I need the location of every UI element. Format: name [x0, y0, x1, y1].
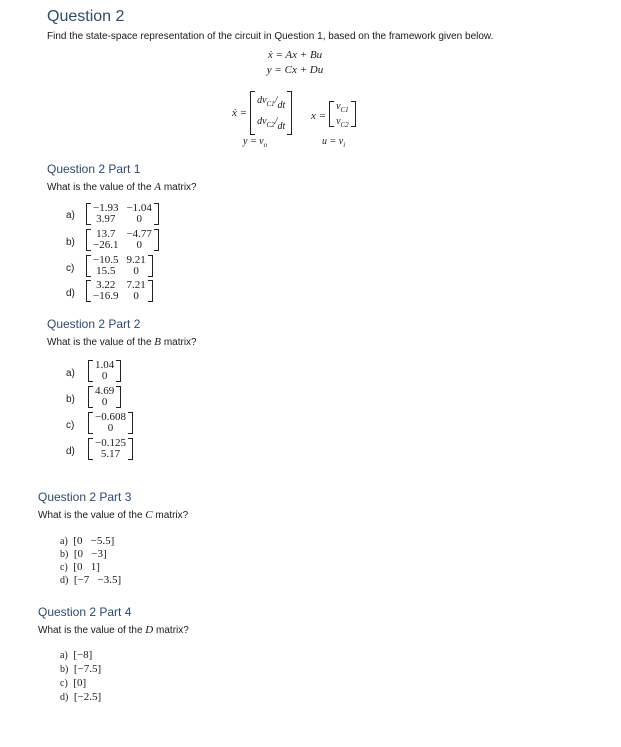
part1-q-pre: What is the value of the — [47, 182, 152, 193]
part1-heading: Question 2 Part 1 — [47, 162, 141, 176]
matrix-entry: −7.5 — [77, 663, 98, 675]
part1-option-a-label[interactable]: a) — [66, 210, 75, 221]
part2-q-post: matrix? — [163, 337, 197, 348]
y-def-sub: o — [263, 141, 268, 149]
bracket-right — [116, 360, 121, 382]
matrix-entry: 0 — [76, 561, 83, 573]
xdot-top-entry: $dv_{C1}/dt$ — [257, 95, 286, 111]
matrix-entry: −0.125 — [95, 437, 126, 449]
xdot-bottom-dv: dv — [257, 116, 267, 127]
x-top-v: v — [336, 101, 341, 112]
part1-q-sym: A — [154, 181, 162, 193]
matrix-entry: −10.5 — [93, 254, 119, 266]
matrix-entry: −4.77 — [126, 228, 152, 240]
matrix-entry: 0 — [76, 677, 83, 689]
matrix-entry: −3 — [91, 548, 103, 560]
matrix-entry: 0 — [107, 422, 114, 434]
option-label: d) — [60, 692, 69, 703]
matrix-entry: 3.22 — [96, 279, 116, 291]
part1-option-b-matrix[interactable] — [86, 229, 159, 251]
part2-heading: Question 2 Part 2 — [47, 317, 141, 331]
part2-question — [47, 336, 197, 348]
part2-q-pre: What is the value of the — [47, 337, 152, 348]
page-title: Question 2 — [47, 8, 125, 25]
matrix-entry: −2.5 — [77, 691, 98, 703]
part2-option-c-matrix[interactable] — [88, 412, 133, 434]
bracket-right — [116, 386, 121, 408]
option-label: a) — [60, 650, 68, 661]
part2-option-a-matrix[interactable] — [88, 360, 121, 382]
xdot-definition — [232, 91, 292, 135]
y-def-text: y = v — [243, 136, 264, 147]
part3-option-a[interactable]: a) [0 −5.5] — [60, 535, 115, 547]
xdot-top-sub: C1 — [266, 100, 275, 108]
bracket-right — [154, 203, 159, 225]
option-label: c) — [60, 562, 68, 573]
matrix-entry: 7.21 — [126, 279, 146, 291]
option-label: a) — [60, 536, 68, 547]
part2-option-a-label[interactable]: a) — [66, 368, 75, 379]
part2-option-d-label[interactable]: d) — [66, 446, 75, 457]
intro-text: Find the state-space representation of the circuit in Question 1, based on the framework given below. — [47, 31, 494, 42]
u-def-sub: i — [343, 141, 346, 149]
part4-q-sym: D — [145, 624, 154, 636]
x-label: x = — [311, 110, 327, 122]
xdot-bottom-sub: C2 — [266, 121, 275, 129]
x-bottom-entry — [336, 116, 349, 131]
matrix-entry: 0 — [77, 548, 84, 560]
part1-option-b-label[interactable]: b) — [66, 237, 75, 248]
bracket-right — [148, 255, 153, 277]
matrix-entry: 0 — [133, 290, 139, 302]
part3-question — [38, 509, 188, 521]
part2-option-d-matrix[interactable] — [88, 438, 133, 460]
xdot-right-bracket — [287, 91, 292, 135]
x-right-bracket — [351, 101, 356, 127]
part4-option-a[interactable]: a) [−8] — [60, 649, 93, 661]
matrix-entry: 1.04 — [95, 359, 115, 371]
part4-q-post: matrix? — [156, 625, 189, 636]
u-def-text: u = v — [322, 136, 344, 147]
option-label: d) — [60, 575, 69, 586]
x-definition — [311, 101, 356, 131]
x-bottom-sub: C2 — [340, 121, 349, 129]
x-top-entry — [336, 101, 349, 116]
bracket-right — [148, 280, 153, 302]
part4-option-b[interactable]: b) [−7.5] — [60, 663, 102, 675]
bracket-right — [154, 229, 159, 251]
x-top-sub: C1 — [340, 106, 349, 114]
xdot-label: ẋ = — [232, 107, 248, 119]
matrix-entry: −8 — [76, 649, 89, 661]
part1-option-d-matrix[interactable] — [86, 280, 153, 302]
matrix-entry: 4.69 — [95, 385, 115, 397]
matrix-entry: 9.21 — [126, 254, 146, 266]
part2-option-b-label[interactable]: b) — [66, 394, 75, 405]
matrix-entry: 0 — [136, 213, 142, 225]
xdot-bottom-entry: $dv_{C2}/dt$ — [257, 116, 286, 132]
option-label: b) — [60, 549, 69, 560]
matrix-entry: 1 — [90, 561, 97, 573]
matrix-entry: −1.93 — [93, 202, 119, 214]
part1-option-d-label[interactable]: d) — [66, 288, 75, 299]
part3-option-b[interactable]: b) [0 −3] — [60, 548, 107, 560]
matrix-entry: −7 — [77, 574, 90, 586]
matrix-entry: −26.1 — [93, 239, 119, 251]
u-definition — [322, 136, 345, 149]
part2-option-c-label[interactable]: c) — [66, 420, 75, 431]
matrix-entry: 5.17 — [100, 448, 121, 460]
part3-heading: Question 2 Part 3 — [38, 490, 132, 504]
part2-q-sym: B — [154, 336, 162, 348]
part2-option-b-matrix[interactable] — [88, 386, 121, 408]
matrix-entry: −1.04 — [126, 202, 152, 214]
part1-question — [47, 181, 197, 193]
matrix-entry: 0 — [101, 370, 108, 382]
xdot-top-dv: dv — [257, 95, 267, 106]
matrix-entry: −0.608 — [95, 411, 126, 423]
part4-question — [38, 624, 189, 636]
part1-q-post: matrix? — [163, 182, 197, 193]
part4-q-pre: What is the value of the — [38, 625, 143, 636]
state-equation: ẋ = Ax + Bu — [267, 49, 323, 61]
xdot-vector — [255, 95, 287, 131]
option-label: b) — [60, 664, 69, 675]
matrix-entry: −3.5 — [97, 574, 118, 586]
part3-q-post: matrix? — [155, 510, 189, 521]
matrix-entry: 3.97 — [96, 213, 116, 225]
matrix-entry: 0 — [101, 396, 108, 408]
bracket-right — [128, 412, 133, 434]
part3-q-pre: What is the value of the — [38, 510, 143, 521]
matrix-entry: −5.5 — [90, 535, 111, 547]
x-bottom-v: v — [336, 116, 341, 127]
part1-option-c-matrix[interactable] — [86, 255, 153, 277]
output-equation: y = Cx + Du — [266, 64, 324, 76]
matrix-entry: 0 — [76, 535, 83, 547]
part1-option-c-label[interactable]: c) — [66, 263, 75, 274]
part3-q-sym: C — [145, 509, 153, 521]
matrix-entry: 0 — [136, 239, 142, 251]
part3-option-d[interactable]: d) [−7 −3.5] — [60, 574, 122, 586]
part4-heading: Question 2 Part 4 — [38, 605, 132, 619]
part3-option-c[interactable]: c) [0 1] — [60, 561, 100, 573]
x-vector — [334, 101, 351, 131]
bracket-right — [128, 438, 133, 460]
matrix-entry: 0 — [133, 265, 139, 277]
xdot-top-dt: dt — [277, 100, 286, 111]
matrix-entry: 13.7 — [96, 228, 116, 240]
y-definition — [243, 136, 267, 149]
option-label: c) — [60, 678, 68, 689]
matrix-entry: −16.9 — [93, 290, 119, 302]
xdot-bottom-dt: dt — [277, 121, 286, 132]
matrix-entry: 15.5 — [96, 265, 116, 277]
part4-option-d[interactable]: d) [−2.5] — [60, 691, 102, 703]
part1-option-a-matrix[interactable] — [86, 203, 159, 225]
part4-option-c[interactable]: c) [0] — [60, 677, 87, 689]
